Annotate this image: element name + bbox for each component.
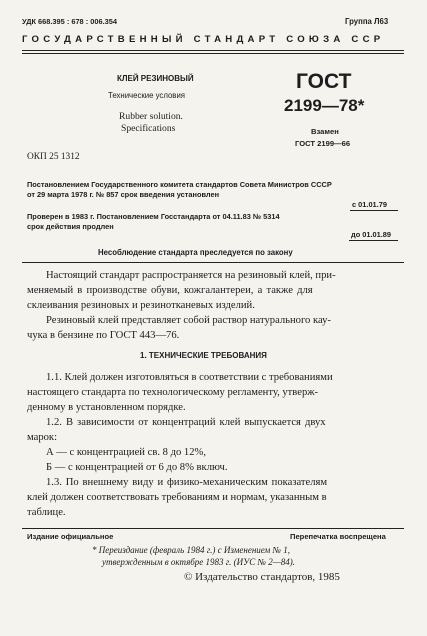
- gost-label: ГОСТ: [296, 70, 352, 93]
- gost-number: 2199—78*: [284, 96, 365, 115]
- section1-line-2: настоящего стандарта по технологическому регламенту, утверж-: [27, 387, 319, 398]
- section1-line-9: клей должен соответствовать требованиям и нормам, указанным в: [27, 492, 327, 503]
- section-heading: 1. ТЕХНИЧЕСКИЕ ТРЕБОВАНИЯ: [140, 351, 267, 360]
- udc-code: УДК 668.395 : 678 : 006.354: [22, 17, 117, 26]
- date-rule-1: [350, 210, 398, 211]
- decree-line-3: Проверен в 1983 г. Постановлением Госстандарта от 04.11.83 № 5314: [27, 212, 280, 221]
- decree-line-2: от 29 марта 1978 г. № 857 срок введения установлен: [27, 190, 220, 199]
- footer-rule: [22, 528, 404, 529]
- intro-paragraph-2-line-2: чука в бензине по ГОСТ 443—76.: [27, 330, 180, 341]
- publisher-copyright: © Издательство стандартов, 1985: [184, 571, 340, 583]
- section1-line-3: денному в установленном порядке.: [27, 402, 186, 413]
- standard-line: ГОСУДАРСТВЕННЫЙ СТАНДАРТ СОЮЗА ССР: [22, 34, 385, 45]
- decree-line-4: срок действия продлен: [27, 222, 114, 231]
- legal-warning: Несоблюдение стандарта преследуется по закону: [98, 248, 293, 257]
- subtitle-english: Specifications: [121, 123, 176, 134]
- warning-rule: [22, 262, 404, 263]
- introduction-date: с 01.01.79: [352, 200, 387, 209]
- document-subtitle: Технические условия: [108, 91, 186, 100]
- intro-paragraph-1-line-3: склеивания резиновых и резинотканевых изделий.: [27, 300, 255, 311]
- section1-line-5: марок:: [27, 432, 58, 443]
- reissue-note-line-1: * Переиздание (февраль 1984 г.) с Изменением № 1,: [92, 545, 291, 555]
- section1-line-1: 1.1. Клей должен изготовляться в соответствии с требованиями: [46, 372, 333, 383]
- validity-date: до 01.01.89: [351, 230, 392, 239]
- grade-b: Б — с концентрацией от 6 до 8% включ.: [46, 462, 228, 473]
- title-english: Rubber solution.: [119, 111, 183, 122]
- header-rule-top: [22, 50, 404, 51]
- okp-code: ОКП 25 1312: [27, 152, 80, 162]
- document-title: КЛЕЙ РЕЗИНОВЫЙ: [117, 74, 194, 83]
- decree-line-1: Постановлением Государственного комитета стандартов Совета Министров СССР: [27, 180, 332, 189]
- group-code: Группа Л63: [345, 17, 389, 26]
- replaces-label: Взамен: [311, 127, 339, 136]
- official-edition: Издание официальное: [27, 532, 114, 541]
- grade-a: А — с концентрацией св. 8 до 12%,: [46, 447, 206, 458]
- reprint-prohibited: Перепечатка воспрещена: [290, 532, 386, 541]
- section1-line-10: таблице.: [27, 507, 66, 518]
- section1-line-4: 1.2. В зависимости от концентраций клей выпускается двух: [46, 417, 326, 428]
- intro-paragraph-1-line-1: Настоящий стандарт распространяется на резиновый клей, при-: [46, 270, 336, 281]
- section1-line-8: 1.3. По внешнему виду и физико-механическим показателям: [46, 477, 328, 488]
- reissue-note-line-2: утвержденным в октябре 1983 г. (ИУС № 2—84).: [102, 557, 295, 567]
- intro-paragraph-2-line-1: Резиновый клей представляет собой раствор натурального кау-: [46, 315, 331, 326]
- replaces-value: ГОСТ 2199—66: [295, 139, 351, 148]
- header-rule-bottom: [22, 53, 404, 54]
- intro-paragraph-1-line-2: меняемый в производстве обуви, кожгалантереи, а также для: [27, 285, 313, 296]
- date-rule-2: [349, 240, 398, 241]
